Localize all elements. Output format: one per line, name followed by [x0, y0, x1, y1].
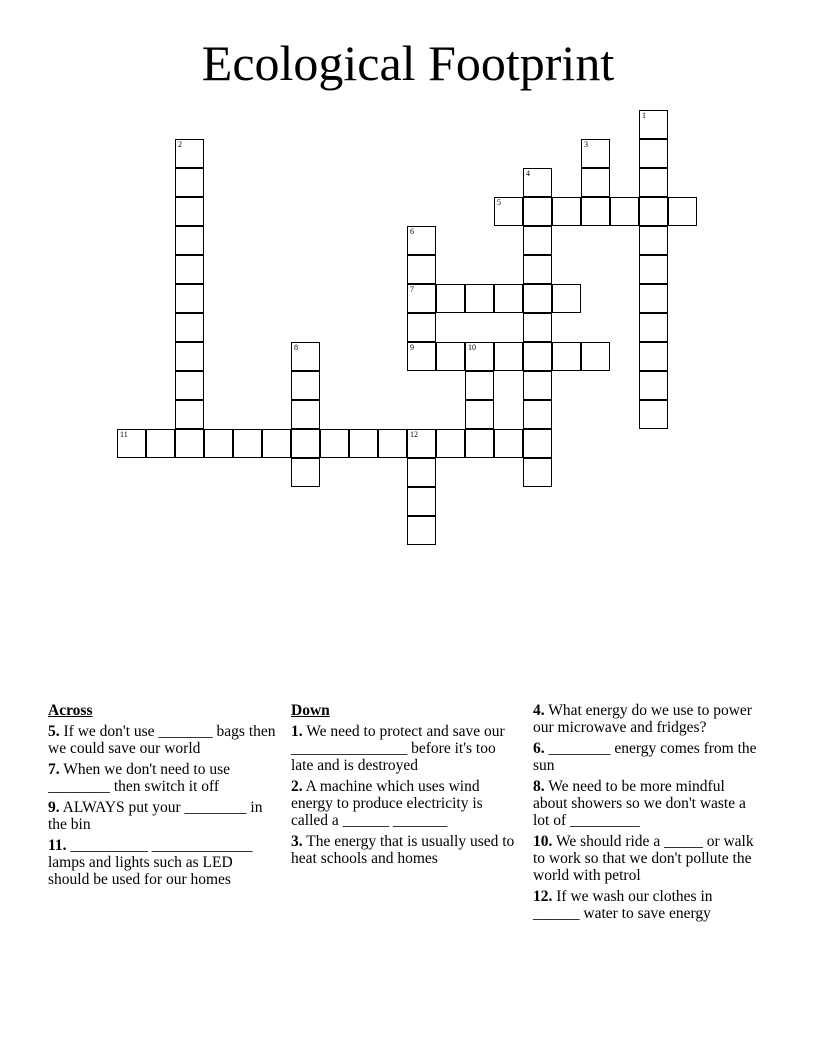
grid-cell[interactable] [407, 429, 436, 458]
down-heading: Down [291, 702, 330, 719]
grid-cell[interactable] [407, 226, 436, 255]
grid-cell[interactable] [407, 255, 436, 284]
clue-down-2 [291, 778, 519, 829]
clue-number-label: 6 [410, 227, 414, 236]
grid-cell[interactable] [407, 342, 436, 371]
grid-cell[interactable] [639, 226, 668, 255]
grid-cell[interactable] [262, 429, 291, 458]
grid-cell[interactable] [204, 429, 233, 458]
clue-number-label: 4 [526, 169, 530, 178]
clue-number: 7. [48, 761, 60, 778]
clue-across-9 [48, 799, 276, 833]
grid-cell[interactable] [175, 313, 204, 342]
grid-cell[interactable] [436, 284, 465, 313]
grid-cell[interactable] [175, 400, 204, 429]
clue-number-label: 12 [410, 430, 418, 439]
clue-number-label: 3 [584, 140, 588, 149]
clue-number: 3. [291, 833, 303, 850]
grid-cell[interactable] [436, 429, 465, 458]
grid-cell[interactable] [494, 342, 523, 371]
grid-cell[interactable] [291, 400, 320, 429]
grid-cell[interactable] [146, 429, 175, 458]
grid-cell[interactable] [465, 400, 494, 429]
grid-cell[interactable] [639, 313, 668, 342]
grid-cell[interactable] [407, 313, 436, 342]
grid-cell[interactable] [175, 139, 204, 168]
across-clues [48, 702, 276, 892]
grid-cell[interactable] [523, 429, 552, 458]
clue-down-12 [533, 888, 761, 922]
grid-cell[interactable] [639, 342, 668, 371]
down-clues-continued [533, 702, 761, 926]
grid-cell[interactable] [407, 487, 436, 516]
clue-text: The energy that is usually used to heat schools and homes [291, 833, 515, 867]
grid-cell[interactable] [465, 429, 494, 458]
clue-down-4 [533, 702, 761, 736]
grid-cell[interactable] [639, 139, 668, 168]
grid-cell[interactable] [581, 168, 610, 197]
clue-number: 1. [291, 723, 303, 740]
grid-cell[interactable] [552, 342, 581, 371]
clue-text: ________ energy comes from the sun [533, 740, 757, 774]
grid-cell[interactable] [639, 197, 668, 226]
grid-cell[interactable] [378, 429, 407, 458]
clue-number: 10. [533, 833, 553, 850]
grid-cell[interactable] [639, 255, 668, 284]
clue-text: We should ride a _____ or walk to work so that we don't pollute the world with petrol [533, 833, 754, 884]
clue-text: What energy do we use to power our microwave and fridges? [533, 702, 752, 736]
grid-cell[interactable] [494, 284, 523, 313]
grid-cell[interactable] [291, 458, 320, 487]
grid-cell[interactable] [436, 342, 465, 371]
grid-cell[interactable] [523, 197, 552, 226]
grid-cell[interactable] [523, 168, 552, 197]
grid-cell[interactable] [523, 342, 552, 371]
grid-cell[interactable] [523, 255, 552, 284]
clue-number: 11. [48, 837, 67, 854]
across-heading: Across [48, 702, 93, 719]
clue-number: 2. [291, 778, 303, 795]
clue-number: 6. [533, 740, 545, 757]
clue-number: 5. [48, 723, 60, 740]
grid-cell[interactable] [581, 197, 610, 226]
grid-cell[interactable] [175, 342, 204, 371]
clue-down-10 [533, 833, 761, 884]
clue-number-label: 11 [120, 430, 128, 439]
clue-number: 12. [533, 888, 553, 905]
grid-cell[interactable] [494, 197, 523, 226]
grid-cell[interactable] [175, 226, 204, 255]
grid-cell[interactable] [175, 197, 204, 226]
grid-cell[interactable] [523, 400, 552, 429]
grid-cell[interactable] [581, 139, 610, 168]
grid-cell[interactable] [523, 313, 552, 342]
grid-cell[interactable] [349, 429, 378, 458]
clue-text: ALWAYS put your ________ in the bin [48, 799, 263, 833]
grid-cell[interactable] [552, 197, 581, 226]
grid-cell[interactable] [465, 342, 494, 371]
grid-cell[interactable] [175, 371, 204, 400]
grid-cell[interactable] [320, 429, 349, 458]
clue-across-5 [48, 723, 276, 757]
grid-cell[interactable] [407, 284, 436, 313]
clue-number-label: 10 [468, 343, 476, 352]
clue-number-label: 5 [497, 198, 501, 207]
grid-cell[interactable] [407, 516, 436, 545]
clue-text: If we don't use _______ bags then we could save our world [48, 723, 276, 757]
clue-across-11 [48, 837, 276, 888]
grid-cell[interactable] [291, 429, 320, 458]
grid-cell[interactable] [175, 255, 204, 284]
grid-cell[interactable] [639, 284, 668, 313]
grid-cell[interactable] [494, 429, 523, 458]
grid-cell[interactable] [117, 429, 146, 458]
grid-cell[interactable] [639, 168, 668, 197]
clue-down-6 [533, 740, 761, 774]
clue-text: When we don't need to use ________ then switch it off [48, 761, 231, 795]
grid-cell[interactable] [175, 429, 204, 458]
grid-cell[interactable] [175, 284, 204, 313]
grid-cell[interactable] [523, 371, 552, 400]
clue-text: We need to be more mindful about showers so we don't waste a lot of _________ [533, 778, 746, 829]
grid-cell[interactable] [175, 168, 204, 197]
down-clues [291, 702, 519, 871]
grid-cell[interactable] [465, 371, 494, 400]
clue-number: 4. [533, 702, 545, 719]
grid-cell[interactable] [291, 371, 320, 400]
grid-cell[interactable] [523, 226, 552, 255]
grid-cell[interactable] [610, 197, 639, 226]
grid-cell[interactable] [523, 458, 552, 487]
clue-down-1 [291, 723, 519, 774]
grid-cell[interactable] [465, 284, 494, 313]
clue-number-label: 7 [410, 285, 414, 294]
grid-cell[interactable] [233, 429, 262, 458]
grid-cell[interactable] [291, 342, 320, 371]
grid-cell[interactable] [581, 342, 610, 371]
clue-text: A machine which uses wind energy to produce electricity is called a ______ _______ [291, 778, 483, 829]
clue-number-label: 2 [178, 140, 182, 149]
clue-number-label: 8 [294, 343, 298, 352]
clue-number-label: 1 [642, 111, 646, 120]
puzzle-title: Ecological Footprint [201, 35, 615, 91]
clue-across-7 [48, 761, 276, 795]
clue-down-8 [533, 778, 761, 829]
grid-cell[interactable] [407, 458, 436, 487]
clue-number-label: 9 [410, 343, 414, 352]
clue-down-3 [291, 833, 519, 867]
grid-cell[interactable] [639, 371, 668, 400]
clue-text: __________ _____________ lamps and lights such as LED should be used for our homes [48, 837, 253, 888]
grid-cell[interactable] [668, 197, 697, 226]
grid-cell[interactable] [523, 284, 552, 313]
grid-cell[interactable] [639, 110, 668, 139]
clue-text: If we wash our clothes in ______ water to save energy [533, 888, 713, 922]
grid-cell[interactable] [552, 284, 581, 313]
clue-text: We need to protect and save our _______________ before it's too late and is destroyed [291, 723, 505, 774]
clue-number: 9. [48, 799, 60, 816]
grid-cell[interactable] [639, 400, 668, 429]
clue-number: 8. [533, 778, 545, 795]
